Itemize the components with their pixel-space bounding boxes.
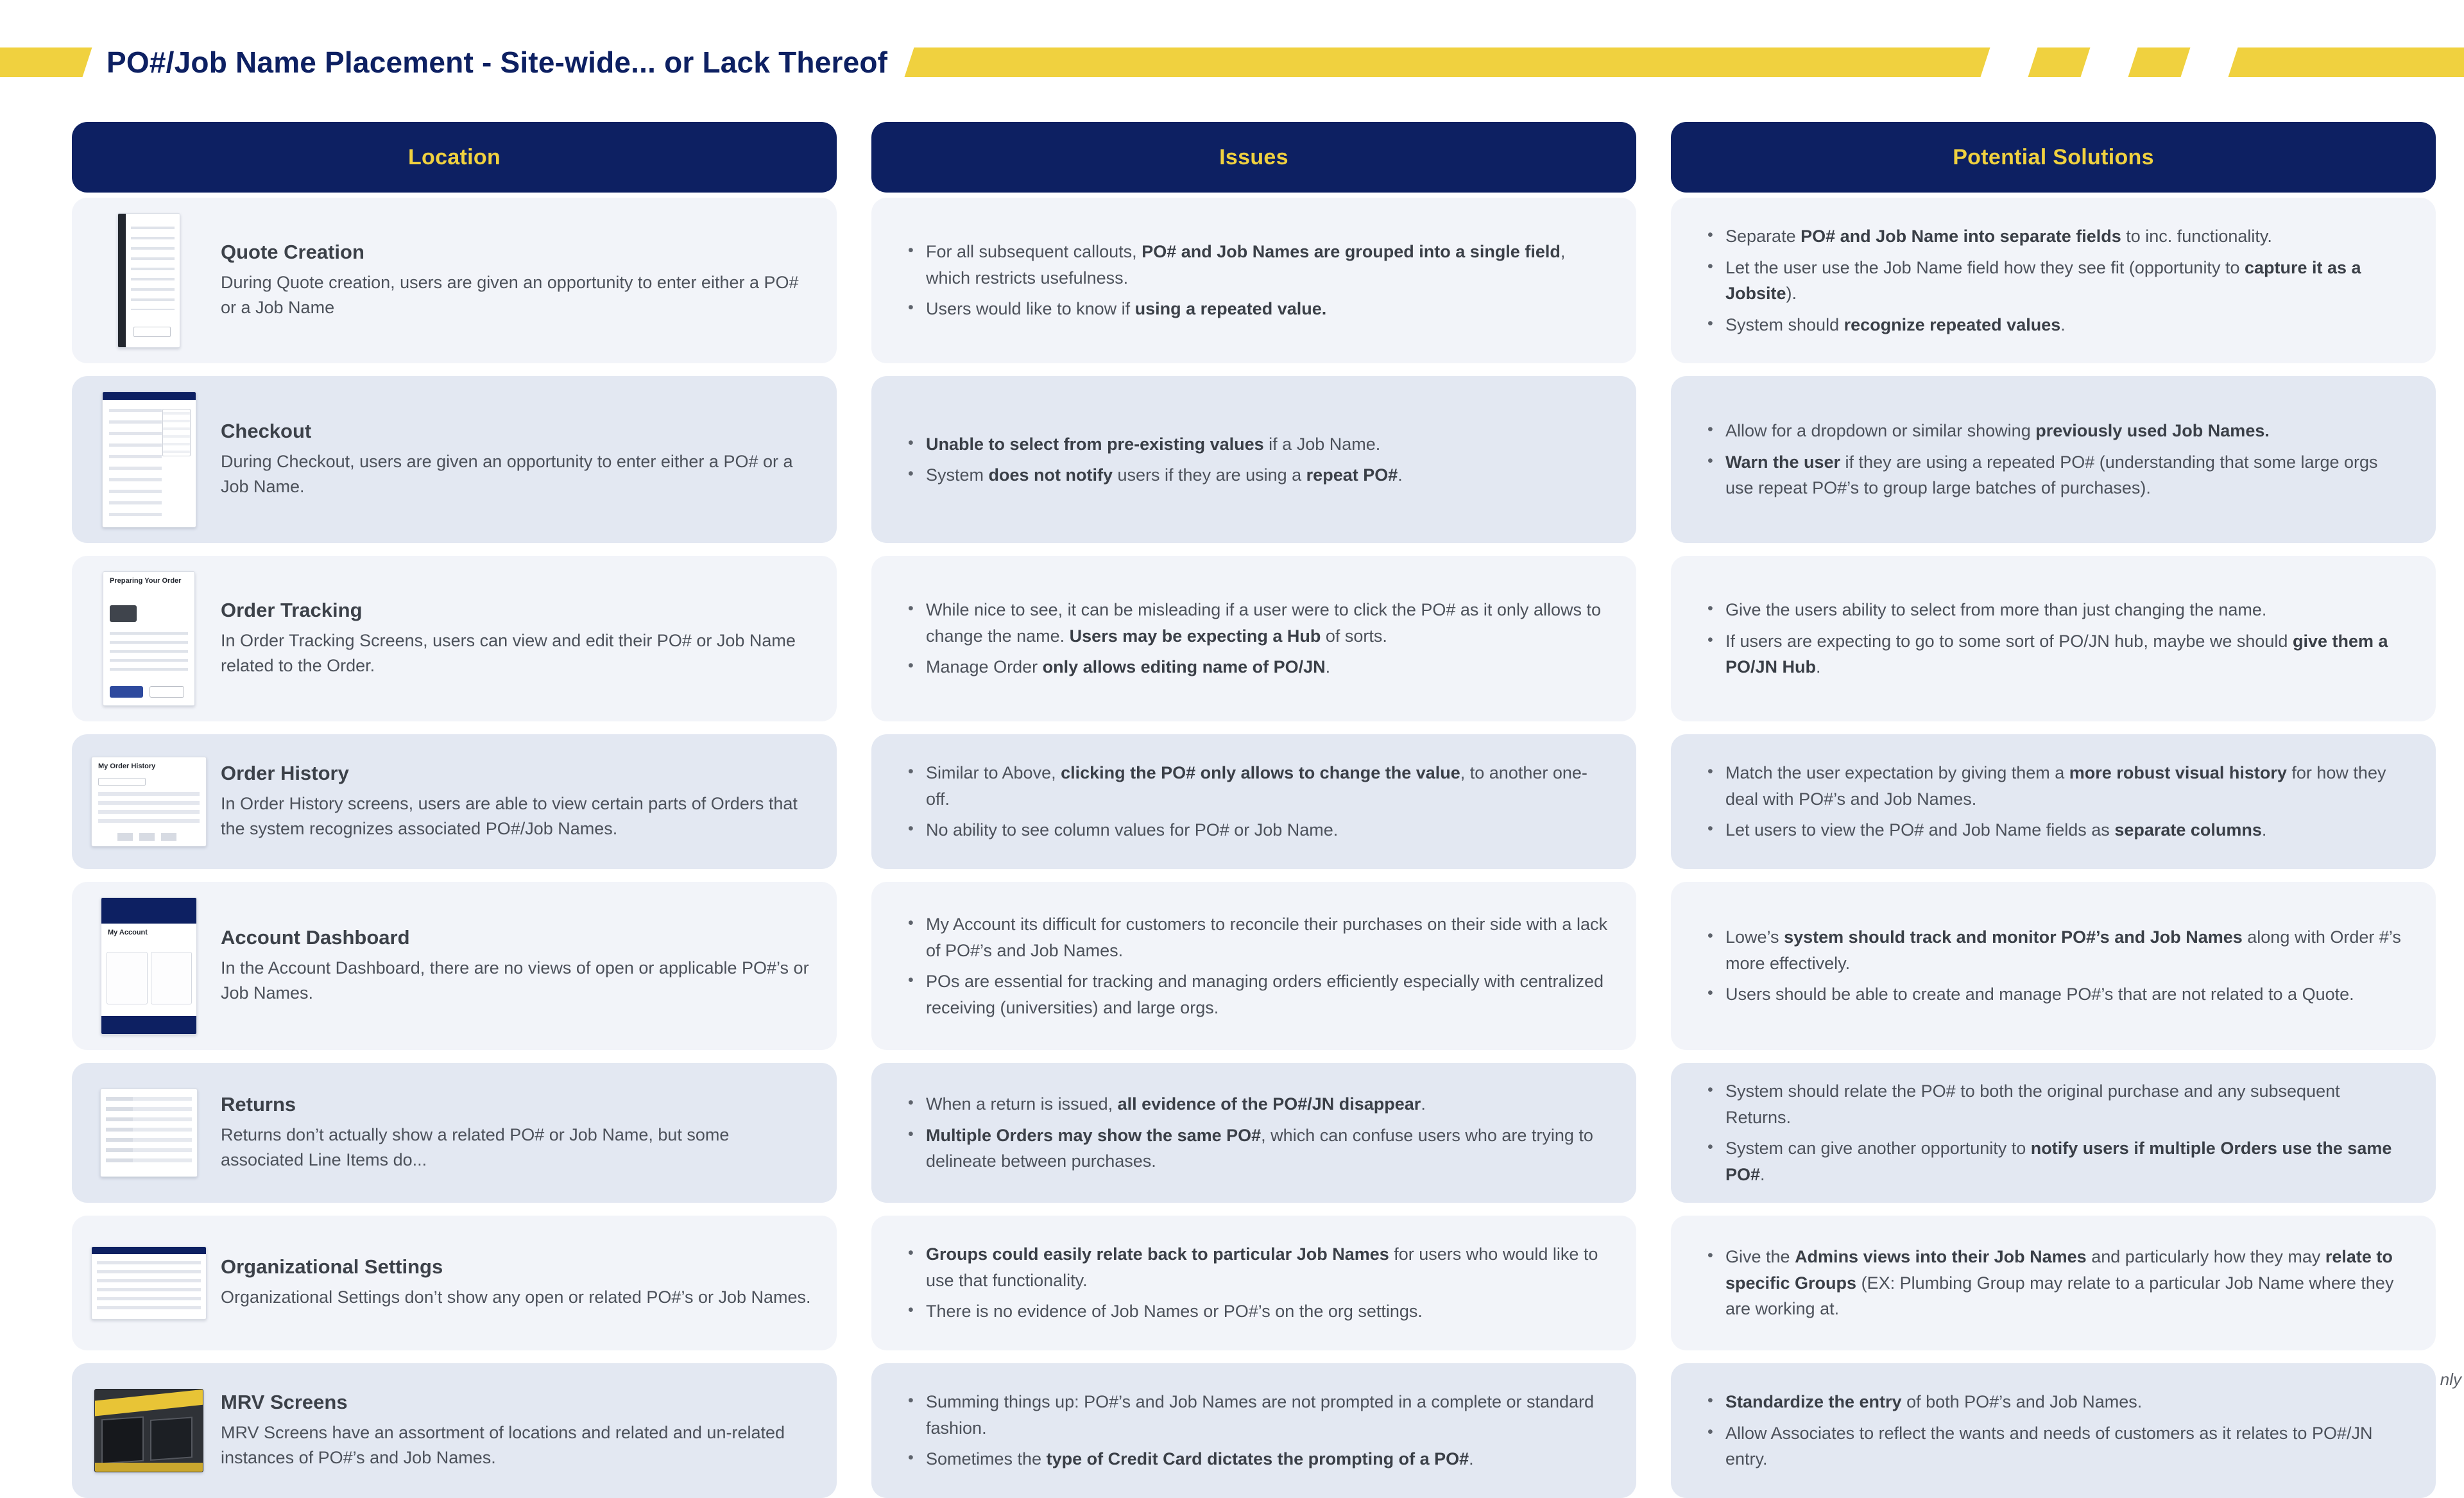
bullet-item: • Allow for a dropdown or similar showing previously used Job Names. <box>1700 418 2407 444</box>
location-cell <box>72 1216 837 1350</box>
bullet-item: • When a return is issued, all evidence of the PO#/JN disappear. <box>900 1091 1607 1117</box>
gold-segment <box>2128 47 2191 77</box>
page-title: PO#/Job Name Placement - Site-wide... or Lack Thereof <box>107 46 888 79</box>
solutions-cell <box>1671 376 2436 543</box>
thumbnail-shape <box>95 1463 203 1472</box>
bullet-item: • Separate PO# and Job Name into separate fields to inc. functionality. <box>1700 223 2407 250</box>
thumbnail-wrap <box>91 1246 207 1320</box>
bullet-item: • Match the user expectation by giving them a more robust visual history for how they deal with PO#’s and Job Names. <box>1700 760 2407 812</box>
gold-bar-left <box>0 47 92 77</box>
location-cell <box>72 556 837 721</box>
location-text <box>221 926 811 1006</box>
issues-cell <box>871 1063 1636 1203</box>
issues-list <box>900 1091 1607 1175</box>
location-description: In Order History screens, users are able to view certain parts of Orders that the system recognizes associated PO#/Job Names. <box>221 793 798 838</box>
bullet-item: • There is no evidence of Job Names or PO#’s on the org settings. <box>900 1298 1607 1325</box>
issues-cell <box>871 1216 1636 1350</box>
bullet-item: • System should relate the PO# to both the original purchase and any subsequent Returns. <box>1700 1078 2407 1130</box>
column-header-location <box>72 122 837 193</box>
thumbnail-label: My Order History <box>98 762 156 770</box>
solutions-list <box>1700 760 2407 843</box>
location-text <box>221 762 811 841</box>
table-row <box>72 198 2436 363</box>
location-cell <box>72 734 837 869</box>
thumbnail-shape <box>98 778 146 786</box>
bullet-item: • Users would like to know if using a repeated value. <box>900 296 1607 322</box>
thumbnail-shape <box>106 1097 133 1169</box>
location-description: MRV Screens have an assortment of locations and related and un-related instances of PO#’s and Job Names. <box>221 1422 785 1467</box>
bullet-item: • Groups could easily relate back to particular Job Names for users who would like to use that functionality. <box>900 1241 1607 1293</box>
thumbnail-wrap <box>91 1089 207 1177</box>
thumbnail-shape <box>107 952 148 1004</box>
bullet-item: • Multiple Orders may show the same PO#, which can confuse users who are trying to delineate between purchases. <box>900 1123 1607 1175</box>
solutions-list <box>1700 924 2407 1008</box>
bullet-item: • Users should be able to create and manage PO#’s that are not related to a Quote. <box>1700 981 2407 1008</box>
bullet-item: • While nice to see, it can be misleading if a user were to click the PO# as it only allows to change the name. Users may be expecting a Hub of sorts. <box>900 597 1607 649</box>
solutions-list <box>1700 597 2407 680</box>
checkout-thumbnail <box>102 392 196 528</box>
location-description: During Quote creation, users are given an opportunity to enter either a PO# or a Job Name <box>221 272 799 317</box>
thumbnail-shape <box>110 605 137 622</box>
quote-thumbnail <box>117 213 180 348</box>
solutions-cell <box>1671 556 2436 721</box>
thumbnail-shape <box>131 227 175 310</box>
dashboard-thumbnail <box>101 897 197 1035</box>
location-title: Organizational Settings <box>221 1255 443 1278</box>
column-headers <box>72 122 2436 193</box>
bullet-item: • System can give another opportunity to notify users if multiple Orders use the same PO#. <box>1700 1135 2407 1187</box>
issues-cell <box>871 376 1636 543</box>
column-header-issues-label: Issues <box>1219 144 1288 169</box>
gold-bar-right <box>909 47 2464 77</box>
location-description: In the Account Dashboard, there are no views of open or applicable PO#’s or Job Names. <box>221 958 809 1003</box>
issues-list <box>900 1389 1607 1472</box>
comparison-table <box>72 122 2436 1498</box>
thumbnail-shape <box>110 686 143 698</box>
bullet-item: • Warn the user if they are using a repeated PO# (understanding that some large orgs use repeat PO#’s to group large batches of purchases). <box>1700 449 2407 501</box>
table-row <box>72 734 2436 869</box>
issues-cell <box>871 198 1636 363</box>
solutions-cell <box>1671 198 2436 363</box>
thumbnail-shape <box>117 833 180 841</box>
solutions-cell <box>1671 1363 2436 1498</box>
thumbnail-shape <box>162 409 191 456</box>
location-text <box>221 1093 811 1173</box>
issues-list <box>900 911 1607 1020</box>
thumbnail-wrap <box>91 897 207 1035</box>
solutions-cell <box>1671 1216 2436 1350</box>
bullet-item: • Standardize the entry of both PO#’s and Job Names. <box>1700 1389 2407 1415</box>
thumbnail-label: My Account <box>108 929 148 936</box>
location-cell <box>72 882 837 1050</box>
thumbnail-shape <box>97 1261 201 1314</box>
thumbnail-shape <box>101 1416 144 1465</box>
history-thumbnail <box>91 757 207 847</box>
solutions-list <box>1700 223 2407 338</box>
table-row <box>72 1216 2436 1350</box>
issues-list <box>900 760 1607 843</box>
thumbnail-shape <box>101 1016 196 1034</box>
bullet-item: • Summing things up: PO#’s and Job Names are not prompted in a complete or standard fashion. <box>900 1389 1607 1441</box>
location-title: Checkout <box>221 419 312 442</box>
thumbnail-shape <box>98 792 200 825</box>
solutions-list <box>1700 1389 2407 1472</box>
table-row <box>72 1063 2436 1203</box>
thumbnail-shape <box>109 409 162 518</box>
solutions-cell <box>1671 734 2436 869</box>
location-cell <box>72 376 837 543</box>
issues-list <box>900 239 1607 322</box>
bullet-item: • For all subsequent callouts, PO# and Job Names are grouped into a single field, which restricts usefulness. <box>900 239 1607 291</box>
thumbnail-wrap <box>91 213 207 348</box>
bullet-item: • Give the Admins views into their Job Names and particularly how they may relate to specific Groups (EX: Plumbing Group may relate to a particular Job Name where they are working at. <box>1700 1244 2407 1322</box>
bullet-item: • POs are essential for tracking and managing orders efficiently especially with centralized receiving (universities) and large orgs. <box>900 969 1607 1020</box>
watermark-text: nly <box>2440 1370 2461 1389</box>
thumbnail-shape <box>94 1389 203 1417</box>
thumbnail-label: Preparing Your Order <box>110 577 182 585</box>
table-row <box>72 556 2436 721</box>
bullet-item: • Similar to Above, clicking the PO# only allows to change the value, to another one-off. <box>900 760 1607 812</box>
location-description: Organizational Settings don’t show any open or related PO#’s or Job Names. <box>221 1287 811 1307</box>
thumbnail-shape <box>118 214 126 347</box>
bullet-item: • Lowe’s system should track and monitor PO#’s and Job Names along with Order #’s more effectively. <box>1700 924 2407 976</box>
thumbnail-shape <box>110 632 188 673</box>
bullet-item: • Allow Associates to reflect the wants and needs of customers as it relates to PO#/JN entry. <box>1700 1420 2407 1472</box>
column-header-solutions <box>1671 122 2436 193</box>
solutions-list <box>1700 418 2407 501</box>
location-text <box>221 1255 811 1310</box>
gold-segment <box>2229 47 2464 77</box>
bullet-item: • Let the user use the Job Name field how they see fit (opportunity to capture it as a Jobsite). <box>1700 255 2407 307</box>
location-title: Returns <box>221 1092 296 1115</box>
location-text <box>221 1391 811 1470</box>
thumbnail-wrap <box>91 757 207 847</box>
bullet-item: • Give the users ability to select from more than just changing the name. <box>1700 597 2407 623</box>
gold-segment <box>2028 47 2091 77</box>
issues-cell <box>871 882 1636 1050</box>
page-header <box>0 32 2464 92</box>
table-row <box>72 376 2436 543</box>
bullet-item: • Manage Order only allows editing name of PO/JN. <box>900 654 1607 680</box>
column-header-solutions-label: Potential Solutions <box>1953 144 2154 169</box>
bullet-item: • System should recognize repeated values. <box>1700 312 2407 338</box>
thumbnail-shape <box>92 1247 206 1254</box>
thumbnail-wrap <box>91 571 207 706</box>
location-cell <box>72 198 837 363</box>
location-description: Returns don’t actually show a related PO# or Job Name, but some associated Line Items do... <box>221 1124 730 1169</box>
column-header-issues <box>871 122 1636 193</box>
location-text <box>221 599 811 678</box>
location-description: During Checkout, users are given an opportunity to enter either a PO# or a Job Name. <box>221 451 793 496</box>
issues-list <box>900 431 1607 488</box>
bullet-item: • No ability to see column values for PO# or Job Name. <box>900 817 1607 843</box>
thumbnail-wrap <box>91 392 207 528</box>
orgsettings-thumbnail <box>91 1246 207 1320</box>
location-title: Order Tracking <box>221 598 363 621</box>
location-text <box>221 420 811 499</box>
returns-thumbnail <box>100 1089 198 1177</box>
thumbnail-shape <box>133 327 171 337</box>
issues-cell <box>871 734 1636 869</box>
thumbnail-shape <box>101 898 196 924</box>
bullet-item: • My Account its difficult for customers to reconcile their purchases on their side with a lack of PO#’s and Job Names. <box>900 911 1607 963</box>
solutions-list <box>1700 1078 2407 1187</box>
tracking-thumbnail <box>103 571 195 706</box>
location-title: MRV Screens <box>221 1390 348 1413</box>
issues-cell <box>871 1363 1636 1498</box>
location-description: In Order Tracking Screens, users can view and edit their PO# or Job Name related to the Order. <box>221 630 796 675</box>
issues-cell <box>871 556 1636 721</box>
location-cell <box>72 1363 837 1498</box>
thumbnail-wrap <box>91 1389 207 1472</box>
location-cell <box>72 1063 837 1203</box>
location-title: Quote Creation <box>221 240 364 263</box>
bullet-item: • Sometimes the type of Credit Card dictates the prompting of a PO#. <box>900 1446 1607 1472</box>
mrv-thumbnail <box>94 1389 203 1472</box>
solutions-list <box>1700 1244 2407 1322</box>
rows <box>72 198 2436 1498</box>
location-text <box>221 241 811 320</box>
bullet-item: • Let users to view the PO# and Job Name fields as separate columns. <box>1700 817 2407 843</box>
bullet-item: • System does not notify users if they are using a repeat PO#. <box>900 462 1607 488</box>
solutions-cell <box>1671 1063 2436 1203</box>
bullet-item: • Unable to select from pre-existing values if a Job Name. <box>900 431 1607 458</box>
column-header-location-label: Location <box>407 144 501 169</box>
issues-list <box>900 1241 1607 1325</box>
location-title: Order History <box>221 761 349 784</box>
solutions-cell <box>1671 882 2436 1050</box>
gold-segment <box>905 47 1990 77</box>
table-row <box>72 1363 2436 1498</box>
issues-list <box>900 597 1607 680</box>
bullet-item: • If users are expecting to go to some sort of PO/JN hub, maybe we should give them a PO/JN Hub. <box>1700 628 2407 680</box>
thumbnail-shape <box>103 392 196 400</box>
table-row <box>72 882 2436 1050</box>
location-title: Account Dashboard <box>221 925 410 949</box>
